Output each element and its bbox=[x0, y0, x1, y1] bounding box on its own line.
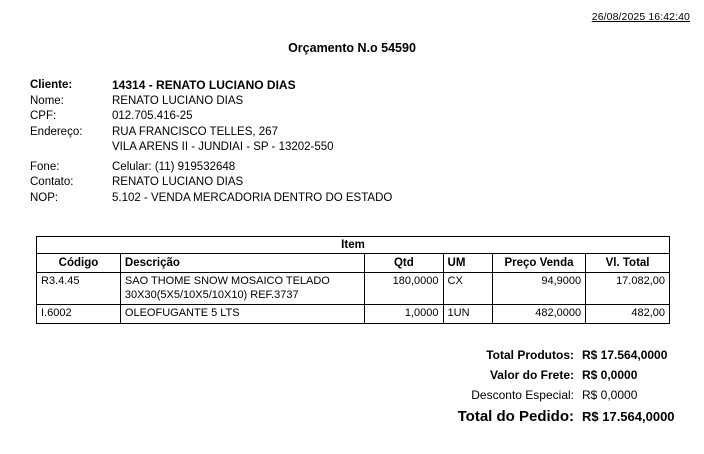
total-pedido-label: Total do Pedido: bbox=[457, 408, 574, 425]
cell-codigo: I.6002 bbox=[37, 305, 121, 324]
cell-um: CX bbox=[443, 273, 492, 305]
cell-qtd: 180,0000 bbox=[365, 273, 443, 305]
total-pedido-row bbox=[360, 408, 690, 425]
customer-label: CPF: bbox=[30, 110, 57, 122]
column-header-descricao: Descrição bbox=[120, 254, 364, 273]
item-table bbox=[36, 236, 670, 324]
page-title: Orçamento N.o 54590 bbox=[288, 41, 416, 55]
customer-value: 5.102 - VENDA MERCADORIA DENTRO DO ESTADO bbox=[112, 191, 393, 204]
cell-um: 1UN bbox=[443, 305, 492, 324]
customer-details bbox=[30, 78, 670, 206]
customer-label: Contato: bbox=[30, 176, 74, 188]
customer-value: Celular: (11) 919532648 bbox=[112, 160, 236, 173]
cell-preco: 94,9000 bbox=[492, 273, 585, 305]
cell-descricao: OLEOFUGANTE 5 LTS bbox=[120, 305, 364, 324]
customer-row bbox=[30, 125, 670, 141]
customer-value: 14314 - RENATO LUCIANO DIAS bbox=[112, 78, 296, 92]
print-timestamp: 26/08/2025 16:42:40 bbox=[591, 11, 690, 23]
column-header-codigo: Código bbox=[37, 254, 121, 273]
total-pedido-value: R$ 17.564,0000 bbox=[582, 409, 675, 424]
cell-preco: 482,0000 bbox=[492, 305, 585, 324]
customer-value: RENATO LUCIANO DIAS bbox=[112, 94, 244, 107]
desconto-especial-row bbox=[360, 388, 690, 402]
valor-frete-label: Valor do Frete: bbox=[489, 368, 574, 382]
customer-row bbox=[30, 109, 670, 125]
table-section-header-row bbox=[37, 237, 670, 254]
desconto-especial-label: Desconto Especial: bbox=[471, 388, 574, 402]
cell-qtd: 1,0000 bbox=[365, 305, 443, 324]
item-section-title: Item bbox=[37, 237, 670, 254]
customer-row bbox=[30, 191, 670, 207]
customer-label: Fone: bbox=[30, 160, 60, 173]
cell-codigo: R3.4.45 bbox=[37, 273, 121, 305]
customer-label: Cliente: bbox=[30, 79, 73, 91]
customer-value: RUA FRANCISCO TELLES, 267 bbox=[112, 125, 278, 138]
column-header-vl-total: Vl. Total bbox=[586, 254, 670, 273]
customer-label: Nome: bbox=[30, 94, 64, 107]
cell-descricao: SAO THOME SNOW MOSAICO TELADO 30X30(5X5/10X5/10X10) REF.3737 bbox=[120, 273, 364, 305]
cell-total: 482,00 bbox=[586, 305, 670, 324]
valor-frete-value: R$ 0,0000 bbox=[582, 368, 638, 382]
table-row bbox=[37, 273, 670, 305]
desconto-especial-value: R$ 0,0000 bbox=[582, 388, 638, 402]
valor-frete-row bbox=[360, 368, 690, 382]
column-header-preco-venda: Preço Venda bbox=[492, 254, 585, 273]
customer-label: NOP: bbox=[30, 191, 59, 204]
total-produtos-value: R$ 17.564,0000 bbox=[582, 348, 668, 362]
customer-value: 012.705.416-25 bbox=[112, 110, 193, 122]
total-produtos-row bbox=[360, 348, 690, 362]
table-header-row bbox=[37, 254, 670, 273]
customer-row bbox=[30, 94, 670, 110]
customer-row bbox=[30, 140, 670, 156]
customer-row bbox=[30, 175, 670, 191]
customer-value: RENATO LUCIANO DIAS bbox=[112, 176, 244, 188]
customer-row bbox=[30, 78, 670, 94]
total-produtos-label: Total Produtos: bbox=[486, 348, 574, 362]
customer-row bbox=[30, 160, 670, 176]
totals-block bbox=[360, 348, 690, 431]
table-row bbox=[37, 305, 670, 324]
customer-label: Endereço: bbox=[30, 125, 83, 138]
cell-total: 17.082,00 bbox=[586, 273, 670, 305]
column-header-um: UM bbox=[443, 254, 492, 273]
column-header-qtd: Qtd bbox=[365, 254, 443, 273]
customer-value: VILA ARENS II - JUNDIAI - SP - 13202-550 bbox=[112, 141, 334, 153]
